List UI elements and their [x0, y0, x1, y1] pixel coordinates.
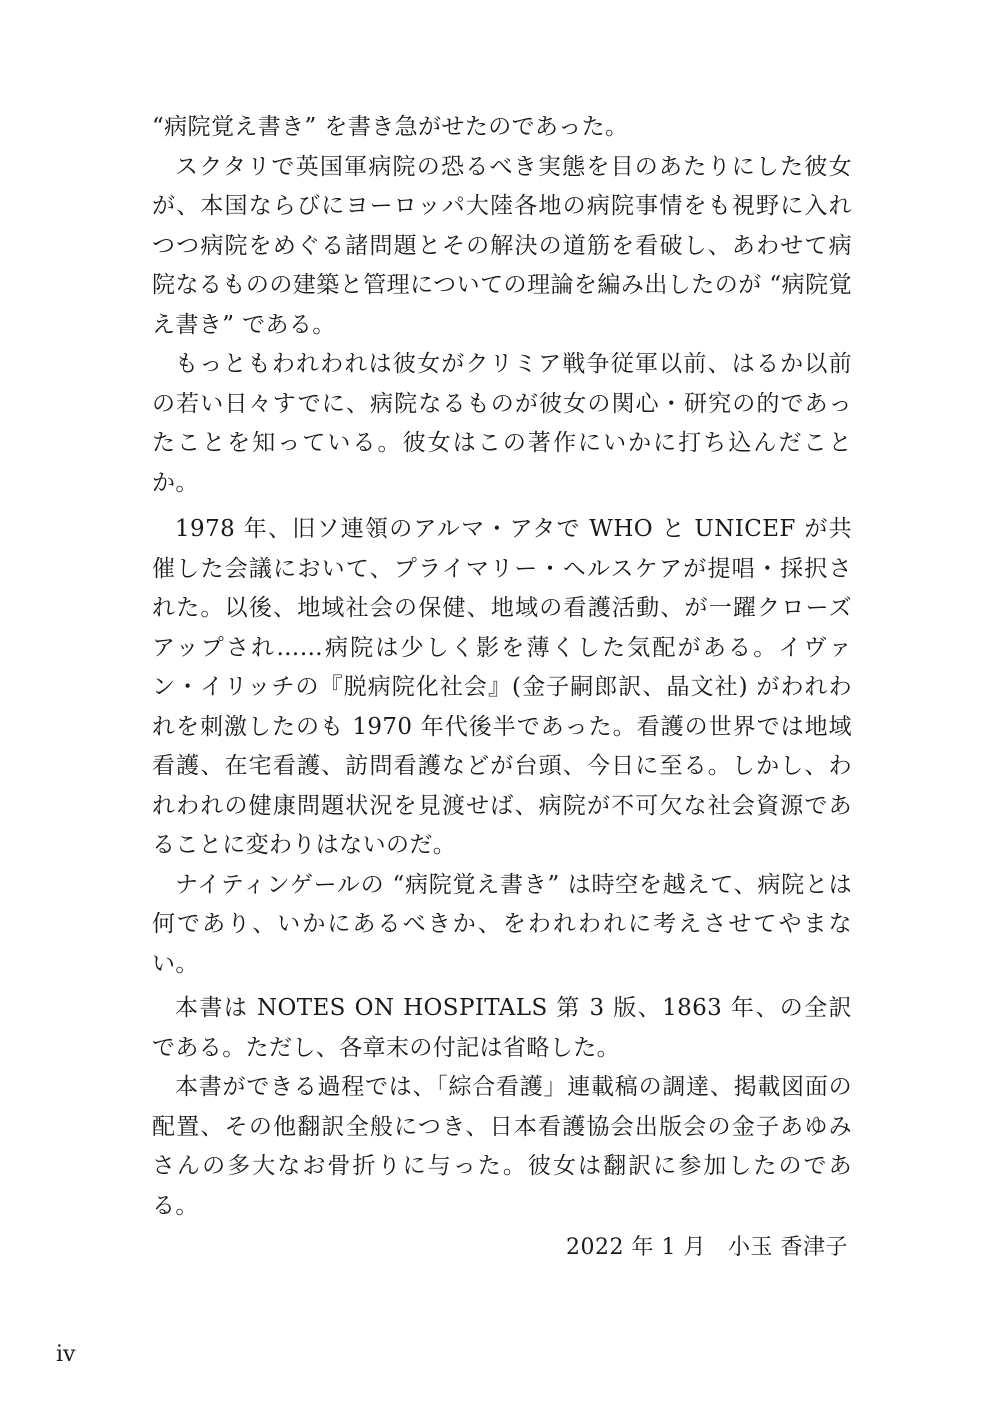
signature-author: 小玉 香津子: [728, 1235, 848, 1260]
paragraph: 本書ができる過程では、「綜合看護」連載稿の調達、掲載図面の配置、その他翻訳全般につき、日本看護協会出版会の金子あゆみさんの多大なお骨折りに与った。彼女は翻訳に参加したのである。: [152, 1074, 852, 1219]
paragraph: もっともわれわれは彼女がクリミア戦争従軍以前、はるか以前の若い日々すでに、病院なるものが彼女の関心・研究の的であったことを知っている。彼女はこの著作にいかに打ち込んだことか。: [152, 351, 852, 496]
signature: [566, 1230, 848, 1266]
paragraph: “病院覚え書き” を書き急がせたのであった。: [152, 114, 629, 140]
section-primary-health-care: [152, 510, 852, 984]
page-number: iv: [56, 1342, 76, 1367]
section-translation-notes: [152, 989, 852, 1226]
paragraph: 1978 年、旧ソ連領のアルマ・アタで WHO と UNICEF が共催した会議において、プライマリー・ヘルスケアが提唱・採択された。以後、地域社会の保健、地域の看護活動、が一躍クローズアップされ……病院は少しく影を薄くした気配がある。イヴァン・イリッチの『脱病院化社会』(金子嗣郎訳、晶文社) がわれわれを刺激したのも 1970 年代後半であった。看護の世界では地域看護、在宅看護、訪問看護などが台頭、今日に至る。しかし、われわれの健康問題状況を見渡せば、病院が不可欠な社会資源であることに変わりはないのだ。: [152, 516, 852, 858]
section-nightingale-intro: [152, 108, 852, 503]
signature-date: 2022 年 1 月: [566, 1235, 706, 1260]
paragraph: ナイティンゲールの “病院覚え書き” は時空を越えて、病院とは何であり、いかにあるべきか、をわれわれに考えさせてやまない。: [152, 871, 852, 977]
paragraph: 本書は NOTES ON HOSPITALS 第 3 版、1863 年、の全訳である。ただし、各章末の付記は省略した。: [152, 995, 852, 1061]
paragraph: スクタリで英国軍病院の恐るべき実態を目のあたりにした彼女が、本国ならびにヨーロッパ大陸各地の病院事情をも視野に入れつつ病院をめぐる諸問題とその解決の道筋を看破し、あわせて病院なるものの建築と管理についての理論を編み出したのが “病院覚え書き” である。: [152, 153, 852, 338]
